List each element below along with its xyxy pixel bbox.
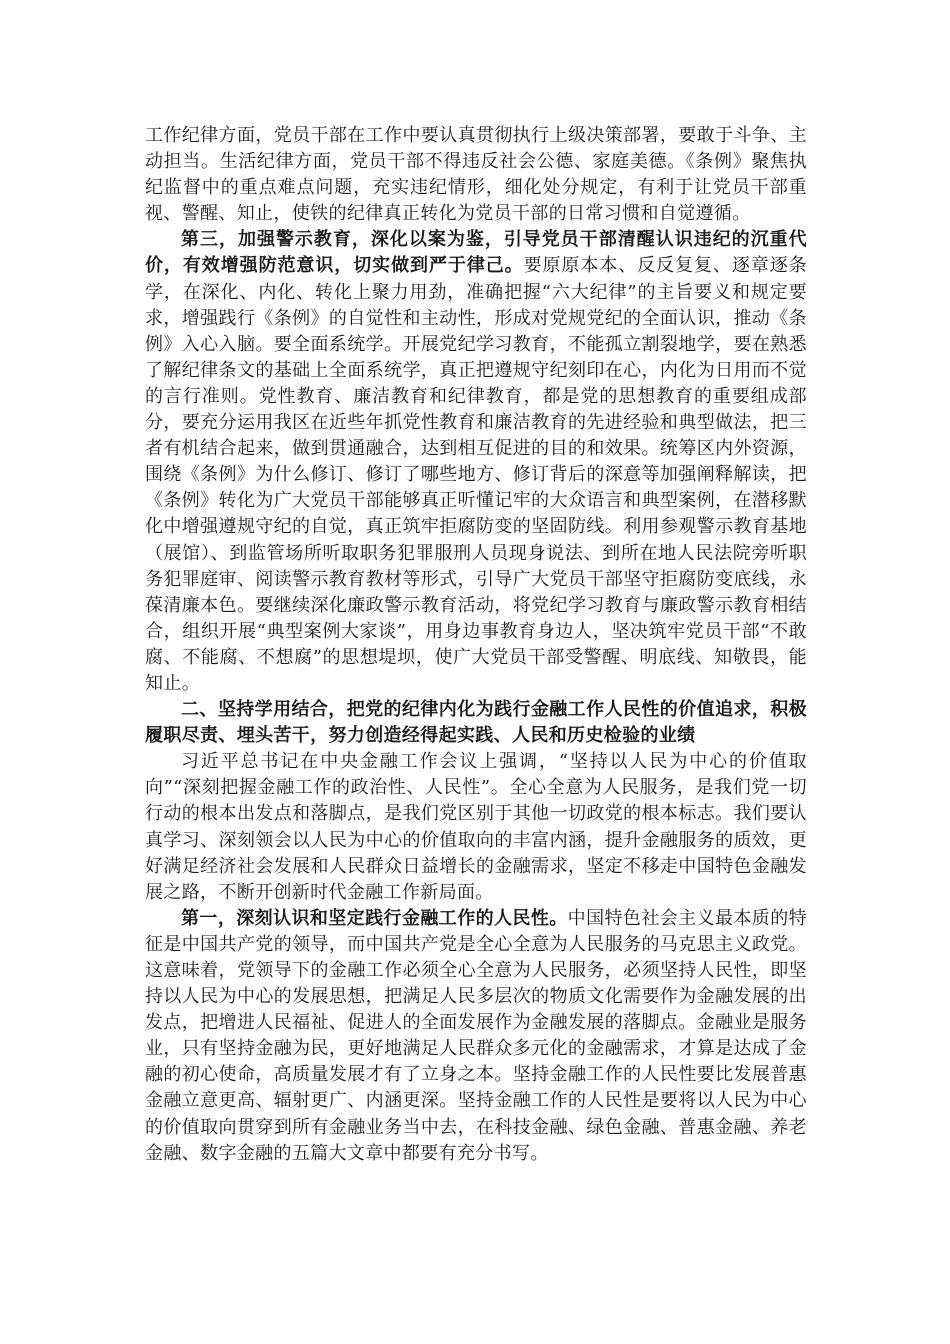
paragraph-discipline-continued	[145, 123, 807, 227]
section-heading-two	[145, 697, 807, 749]
paragraph-text: 习近平总书记在中央金融工作会议上强调，“坚持以人民为中心的价值取向”“深刻把握金融工作的政治性、人民性”。全心全意为人民服务，是我们党一切行动的根本出发点和落脚点，是我们党区别于其他一切政党的根本标志。我们要认真学习、深刻领会以人民为中心的价值取向的丰富内涵，提升金融服务的质效，更好满足经济社会发展和人民群众日益增长的金融需求，坚定不移走中国特色金融发展之路，不断开创新时代金融工作新局面。	[145, 751, 807, 903]
paragraph-lead: 第一，深刻认识和坚定践行金融工作的人民性。	[181, 907, 568, 929]
section-heading-text: 二、坚持学用结合，把党的纪律内化为践行金融工作人民性的价值追求，积极履职尽责、埋头苦干，努力创造经得起实践、人民和历史检验的业绩	[145, 699, 807, 747]
paragraph-text: 要原原本本、反反复复、逐章逐条学，在深化、内化、转化上聚力用劲，准确把握“六大纪律”的主旨要义和规定要求，增强践行《条例》的自觉性和主动性，形成对党规党纪的全面认识，推动《条例》入心入脑。要全面系统学。开展党纪学习教育，不能孤立割裂地学，要在熟悉了解纪律条文的基础上全面系统学，真正把遵规守纪刻印在心，内化为日用而不觉的言行准则。党性教育、廉洁教育和纪律教育，都是党的思想教育的重要组成部分，要充分运用我区在近些年抓党性教育和廉洁教育的先进经验和典型做法，把三者有机结合起来，做到贯通融合，达到相互促进的目的和效果。统筹区内外资源，围绕《条例》为什么修订、修订了哪些地方、修订背后的深意等加强阐释解读，把《条例》转化为广大党员干部能够真正听懂记牢的大众语言和典型案例，在潜移默化中增强遵规守纪的自觉，真正筑牢拒腐防变的坚固防线。利用参观警示教育基地（展馆）、到监管场所听取职务犯罪服刑人员现身说法、到所在地人民法院旁听职务犯罪庭审、阅读警示教育教材等形式，引导广大党员干部坚守拒腐防变底线，永葆清廉本色。要继续深化廉政警示教育活动，将党纪学习教育与廉政警示教育相结合，组织开展“典型案例大家谈”，用身边事教育身边人，坚决筑牢党员干部“不敢腐、不能腐、不想腐”的思想堤坝，使广大党员干部受警醒、明底线、知敬畏，能知止。	[145, 255, 808, 694]
paragraph-xi-quote	[145, 749, 807, 906]
paragraph-text: 工作纪律方面，党员干部在工作中要认真贯彻执行上级决策部署，要敢于斗争、主动担当。生活纪律方面，党员干部不得违反社会公德、家庭美德。《条例》聚焦执纪监督中的重点难点问题，充实违纪情形，细化处分规定，有利于让党员干部重视、警醒、知止，使铁的纪律真正转化为党员干部的日常习惯和自觉遵循。	[145, 125, 807, 225]
document-page	[145, 123, 807, 1167]
paragraph-text: 中国特色社会主义最本质的特征是中国共产党的领导，而中国共产党是全心全意为人民服务的马克思主义政党。这意味着，党领导下的金融工作必须全心全意为人民服务，必须坚持人民性，即坚持以人民为中心的发展思想，把满足人民多层次的物质文化需要作为金融发展的出发点，把增进人民福祉、促进人的全面发展作为金融发展的落脚点。金融业是服务业，只有坚持金融为民，更好地满足人民群众多元化的金融需求，才算是达成了金融的初心使命，高质量发展才有了立身之本。坚持金融工作的人民性要比发展普惠金融立意更高、辐射更广、内涵更深。坚持金融工作的人民性是要将以人民为中心的价值取向贯穿到所有金融业务当中去，在科技金融、绿色金融、普惠金融、养老金融、数字金融的五篇大文章中都要有充分书写。	[145, 907, 807, 1164]
paragraph-lead: 第三，加强警示教育，深化以案为鉴，引导党员干部清醒认识违纪的沉重代价，有效增强防范意识，切实做到严于律己。	[145, 229, 807, 277]
paragraph-people-centered-finance	[145, 906, 807, 1167]
paragraph-warning-education	[145, 227, 807, 697]
